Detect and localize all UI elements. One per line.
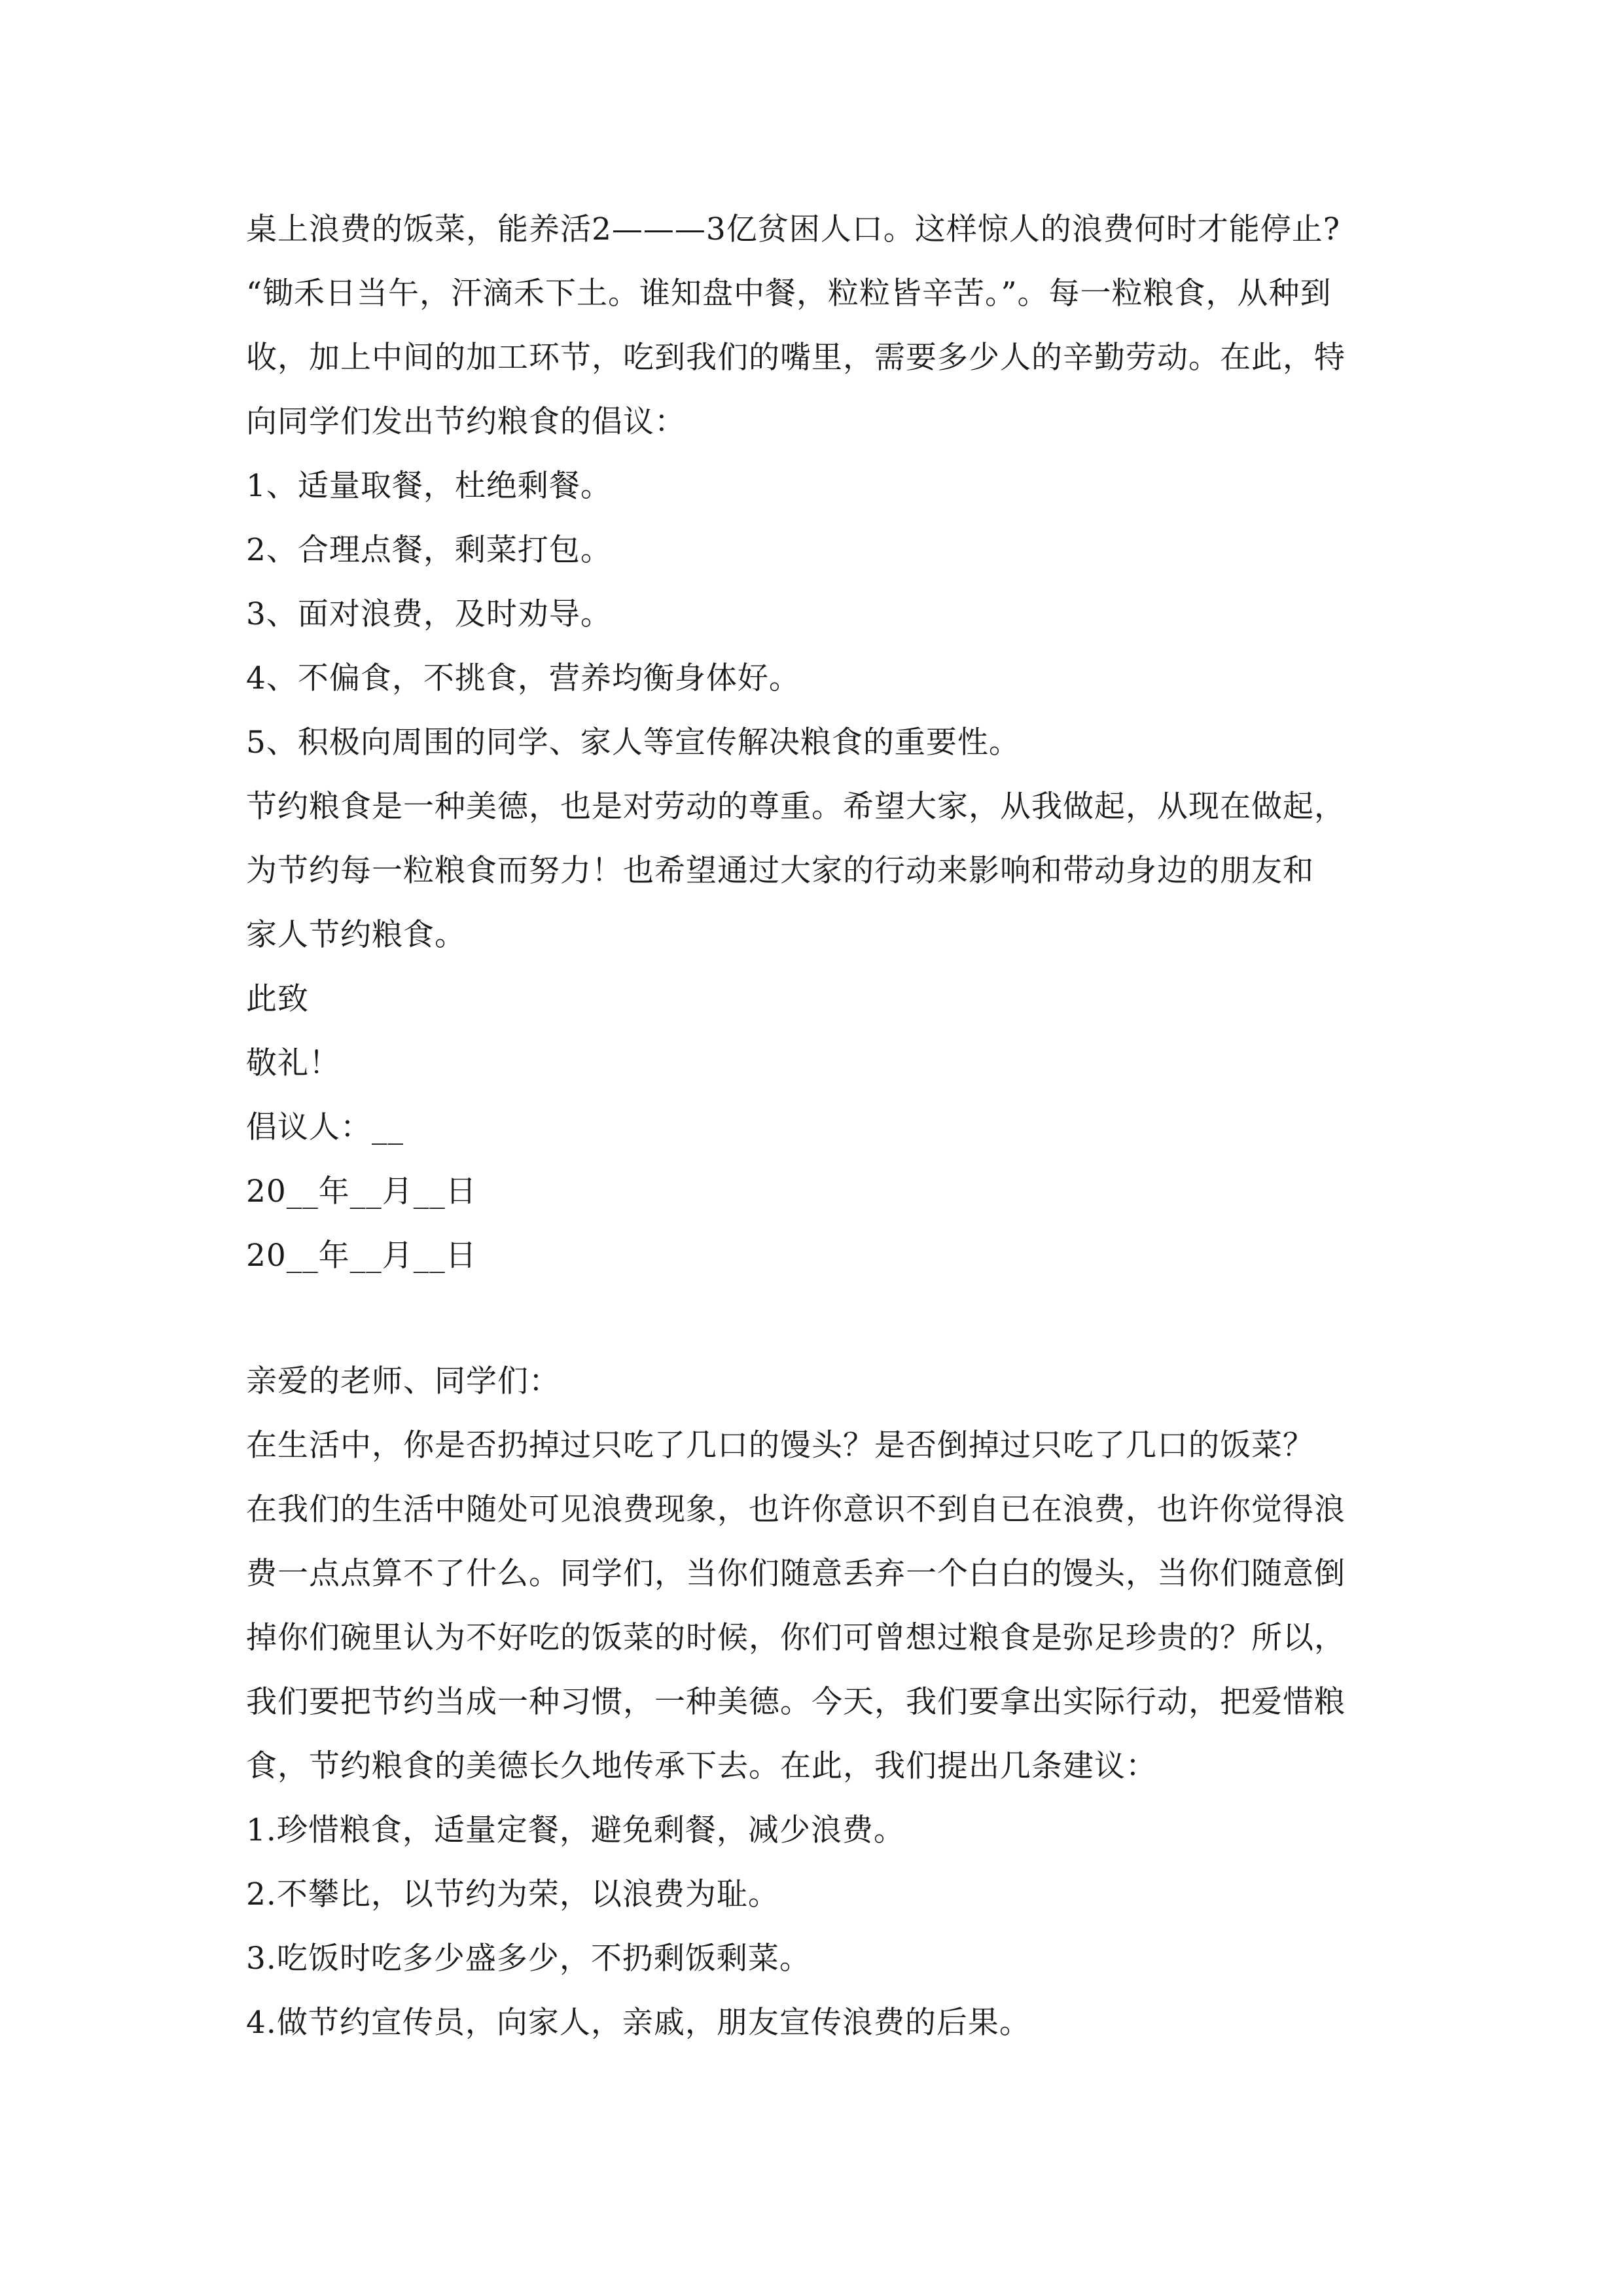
paragraph-line: 向同学们发出节约粮食的倡议： [246, 404, 686, 440]
list-item: 2.不攀比，以节约为荣，以浪费为耻。 [246, 1876, 779, 1912]
list-item: 2、合理点餐，剩菜打包。 [246, 532, 612, 568]
proposer-line: 倡议人：__ [246, 1109, 404, 1145]
list-item: 1、适量取餐，杜绝剩餐。 [246, 468, 612, 504]
list-item: 3、面对浪费，及时劝导。 [246, 596, 612, 632]
paragraph-line: “锄禾日当午，汗滴禾下土。谁知盘中餐，粒粒皆辛苦。”。每一粒粮食，从种到 [246, 276, 1332, 312]
list-item: 4.做节约宣传员，向家人，亲戚，朋友宣传浪费的后果。 [246, 2005, 1031, 2041]
list-item: 3.吃饭时吃多少盛多少，不扔剩饭剩菜。 [246, 1941, 811, 1977]
list-item: 1.珍惜粮食，适量定餐，避免剩餐，减少浪费。 [246, 1812, 905, 1848]
paragraph-line: 家人节约粮食。 [246, 917, 466, 953]
date-line: 20__年__月__日 [246, 1238, 477, 1274]
paragraph-line: 食，节约粮食的美德长久地传承下去。在此，我们提出几条建议： [246, 1748, 1157, 1784]
paragraph-line: 桌上浪费的饭菜，能养活2———3亿贫困人口。这样惊人的浪费何时才能停止? [246, 211, 1341, 247]
paragraph-line: 为节约每一粒粮食而努力！也希望通过大家的行动来影响和带动身边的朋友和 [246, 853, 1314, 889]
paragraph-line: 我们要把节约当成一种习惯，一种美德。今天，我们要拿出实际行动，把爱惜粮 [246, 1684, 1346, 1720]
paragraph-line: 在生活中，你是否扔掉过只吃了几口的馒头？是否倒掉过只吃了几口的饭菜？ [246, 1427, 1314, 1463]
list-item: 4、不偏食，不挑食，营养均衡身体好。 [246, 660, 800, 696]
paragraph-line: 收，加上中间的加工环节，吃到我们的嘴里，需要多少人的辛勤劳动。在此，特 [246, 340, 1346, 376]
proposal-section-2 [246, 1350, 1398, 2055]
salutation: 此致 [246, 981, 309, 1017]
list-item: 5、积极向周围的同学、家人等宣传解决粮食的重要性。 [246, 725, 1020, 761]
greeting: 亲爱的老师、同学们： [246, 1363, 560, 1399]
date-line: 20__年__月__日 [246, 1174, 477, 1210]
paragraph-line: 掉你们碗里认为不好吃的饭菜的时候，你们可曾想过粮食是弥足珍贵的？所以， [246, 1620, 1346, 1656]
paragraph-line: 在我们的生活中随处可见浪费现象，也许你意识不到自已在浪费，也许你觉得浪 [246, 1492, 1346, 1528]
proposal-section-1 [246, 198, 1398, 1288]
salutation: 敬礼！ [246, 1045, 340, 1081]
paragraph-line: 费一点点算不了什么。同学们，当你们随意丢弃一个白白的馒头，当你们随意倒 [246, 1556, 1346, 1592]
paragraph-line: 节约粮食是一种美德，也是对劳动的尊重。希望大家，从我做起，从现在做起， [246, 789, 1346, 825]
